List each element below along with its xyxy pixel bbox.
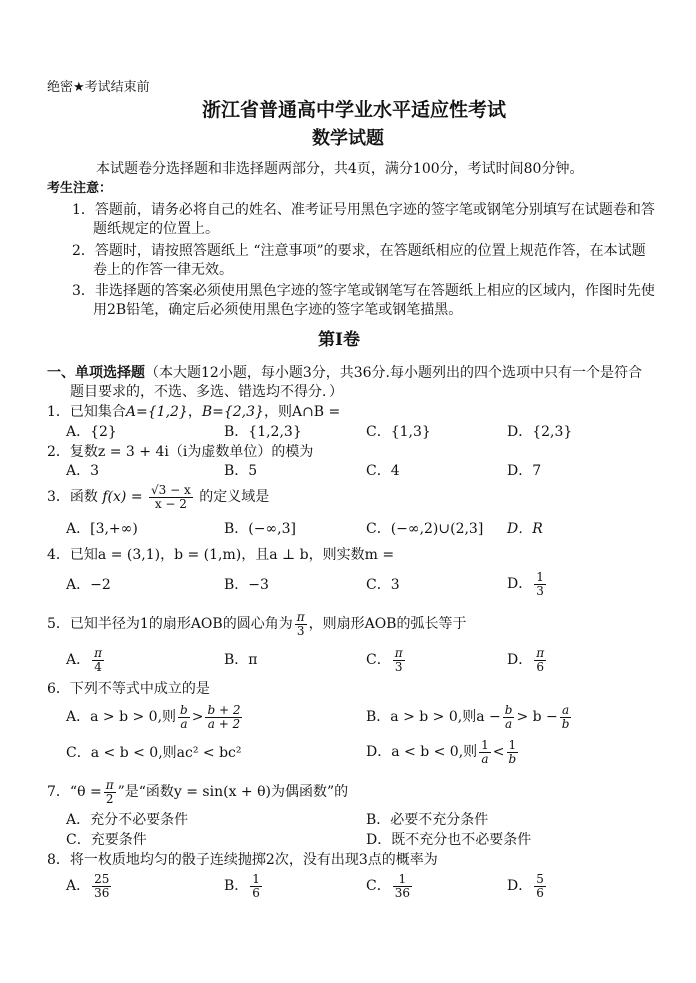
q7-option-d: D．既不充分也不必要条件 bbox=[366, 832, 532, 848]
q5-option-d bbox=[507, 645, 548, 675]
q8-a-num: 25 bbox=[94, 871, 110, 886]
q8-option-d bbox=[507, 871, 548, 901]
q6-a-d1: a bbox=[180, 716, 188, 731]
q8-a-label: A． bbox=[66, 878, 91, 894]
q6-b-pre: B．a > b > 0,则a − bbox=[366, 709, 501, 725]
q3-stem bbox=[47, 482, 269, 512]
q6-a-mid: > bbox=[191, 709, 204, 725]
section-desc: （本大题12小题，每小题3分，共36分.每小题列出的四个选项中只有一个是符合 bbox=[145, 365, 642, 381]
note-2-line-1: 2．答题时，请按照答题纸上 “注意事项”的要求，在答题纸相应的位置上规范作答，在本试题 bbox=[72, 243, 646, 259]
section-line-2: 题目要求的，不选、多选、错选均不得分．） bbox=[70, 384, 343, 400]
q5-a-label: A． bbox=[66, 652, 91, 668]
exam-subtitle: 数学试题 bbox=[312, 128, 384, 149]
q8-b-label: B． bbox=[224, 878, 249, 894]
q5-den: 3 bbox=[296, 623, 305, 638]
q8-b-den: 6 bbox=[252, 885, 260, 900]
q6-option-a bbox=[66, 702, 244, 732]
q2-option-b: B．5 bbox=[224, 463, 258, 479]
q6-b-frac-2 bbox=[560, 704, 572, 731]
q6-b-mid: > b − bbox=[516, 709, 558, 725]
q4-option-b: B．−3 bbox=[224, 577, 269, 593]
q5-d-num: π bbox=[536, 645, 545, 660]
q5-c-fraction bbox=[393, 647, 405, 674]
section-label: 一、单项选择题 bbox=[47, 365, 145, 381]
q5-a-den: 4 bbox=[94, 659, 102, 674]
q5-d-fraction bbox=[534, 647, 546, 674]
q5-a-fraction bbox=[92, 647, 104, 674]
q6-d-d2: b bbox=[508, 751, 517, 766]
exam-title: 浙江省普通高中学业水平适应性考试 bbox=[202, 99, 507, 121]
q6-d-n1: 1 bbox=[481, 737, 489, 752]
q7-post: ”是“函数y = sin(x + θ)为偶函数”的 bbox=[117, 784, 349, 800]
q1-stem bbox=[47, 404, 340, 420]
q6-b-d1: a bbox=[505, 716, 513, 731]
q5-option-a bbox=[66, 645, 106, 675]
q8-d-fraction bbox=[534, 873, 546, 900]
q7-fraction bbox=[104, 779, 116, 806]
q3-stem-text: 3．函数 bbox=[47, 489, 98, 505]
q6-d-mid: < bbox=[492, 744, 505, 760]
q2-option-a: A．3 bbox=[66, 463, 100, 479]
q6-b-frac-1 bbox=[503, 704, 515, 731]
q2-option-c: C．4 bbox=[366, 463, 400, 479]
q8-stem: 8．将一枚质地均匀的骰子连续抛掷2次，没有出现3点的概率为 bbox=[47, 852, 438, 868]
q5-a-num: π bbox=[94, 645, 103, 660]
q8-option-b bbox=[224, 871, 264, 901]
note-2-line-2: 卷上的作答一律无效。 bbox=[93, 262, 233, 278]
q5-option-c bbox=[366, 645, 407, 675]
q6-d-n2: 1 bbox=[507, 739, 519, 753]
q6-d-frac-1 bbox=[479, 739, 491, 766]
q8-c-fraction bbox=[393, 873, 412, 900]
q8-d-num: 5 bbox=[536, 871, 544, 886]
q8-b-num: 1 bbox=[252, 871, 260, 886]
q5-num: π bbox=[296, 609, 305, 624]
q6-option-d bbox=[366, 737, 520, 767]
q8-option-a bbox=[66, 871, 113, 901]
q8-d-label: D． bbox=[507, 878, 533, 894]
q8-a-den: 36 bbox=[94, 885, 110, 900]
q6-b-d2: b bbox=[561, 716, 570, 731]
q3-option-d: D．R bbox=[507, 521, 543, 537]
q3-fraction-num: √3 − x bbox=[151, 482, 191, 497]
note-3-line-2: 用2B铅笔，确定后必须使用黑色字迹的签字笔或钢笔描黑。 bbox=[93, 302, 463, 318]
q5-d-label: D． bbox=[507, 652, 533, 668]
q1-stem-text: 1．已知集合 bbox=[47, 404, 126, 420]
q6-option-b bbox=[366, 702, 573, 732]
q5-stem bbox=[47, 609, 466, 639]
q7-option-b: B．必要不充分条件 bbox=[366, 812, 489, 828]
q7-option-c: C．充要条件 bbox=[66, 832, 147, 848]
section-line-1 bbox=[47, 365, 642, 381]
q1-set-b: B={2,3} bbox=[201, 404, 264, 420]
q6-a-d2: a + 2 bbox=[207, 716, 241, 731]
q8-option-c bbox=[366, 871, 414, 901]
q7-den: 2 bbox=[105, 791, 114, 806]
secret-mark: 绝密★考试结束前 bbox=[47, 80, 150, 95]
q3-stem-tail: 的定义域是 bbox=[199, 489, 270, 505]
q6-a-frac-1 bbox=[178, 704, 190, 731]
q1-option-a: A．{2} bbox=[66, 424, 117, 440]
q5-c-num: π bbox=[394, 645, 403, 660]
intro-text: 本试题卷分选择题和非选择题两部分，共4页，满分100分，考试时间80分钟。 bbox=[96, 161, 584, 177]
q8-a-fraction bbox=[92, 873, 111, 900]
q7-option-a: A．充分不必要条件 bbox=[66, 812, 189, 828]
q3-option-b: B．(−∞,3] bbox=[224, 521, 296, 537]
q2-option-d: D．7 bbox=[507, 463, 542, 479]
q6-d-pre: D．a < b < 0,则 bbox=[366, 744, 478, 760]
q6-d-frac-2 bbox=[507, 739, 519, 766]
q4-option-c: C．3 bbox=[366, 577, 400, 593]
q5-stem-text: 5．已知半径为1的扇形AOB的圆心角为 bbox=[47, 616, 293, 632]
q1-tail: ，则A∩B = bbox=[263, 404, 341, 420]
q1-option-c: C．{1,3} bbox=[366, 424, 431, 440]
q7-pre: 7．“θ = bbox=[47, 784, 102, 800]
volume-heading: 第Ⅰ卷 bbox=[318, 330, 360, 350]
q5-c-den: 3 bbox=[394, 659, 403, 674]
q8-d-den: 6 bbox=[536, 885, 544, 900]
q7-num: π bbox=[105, 777, 114, 792]
q6-a-n1: b bbox=[180, 702, 188, 717]
q4-option-d-fraction bbox=[534, 571, 546, 598]
q3-fraction-den: x − 2 bbox=[154, 496, 187, 511]
q1-option-b: B．{1,2,3} bbox=[224, 424, 302, 440]
q8-b-fraction bbox=[250, 873, 262, 900]
q8-c-num: 1 bbox=[393, 873, 412, 887]
q1-sep: ， bbox=[187, 404, 202, 420]
note-3-line-1: 3．非选择题的答案必须使用黑色字迹的签字笔或钢笔写在答题纸上相应的区域内，作图时先使 bbox=[72, 283, 655, 299]
q5-c-label: C． bbox=[366, 652, 391, 668]
q5-option-b: B．π bbox=[224, 652, 258, 668]
q8-c-den: 36 bbox=[394, 885, 410, 900]
q6-a-pre: A．a > b > 0,则 bbox=[66, 709, 177, 725]
note-1-line-1: 1．答题前，请务必将自己的姓名、准考证号用黑色字迹的签字笔或钢笔分别填写在试题卷和答 bbox=[72, 202, 655, 218]
q3-function: f(x) = bbox=[102, 489, 143, 505]
q2-stem: 2．复数z = 3 + 4i（i为虚数单位）的模为 bbox=[47, 444, 314, 460]
note-1-line-2: 题纸规定的位置上。 bbox=[93, 221, 219, 237]
q4-d-den: 3 bbox=[536, 583, 544, 598]
q3-option-a: A．[3,+∞) bbox=[66, 521, 138, 537]
q1-option-d: D．{2,3} bbox=[507, 424, 573, 440]
q6-d-d1: a bbox=[481, 751, 489, 766]
q3-option-c: C．(−∞,2)∪(2,3] bbox=[366, 521, 484, 537]
q4-stem: 4．已知a = (3,1)，b = (1,m)，且a ⊥ b，则实数m = bbox=[47, 547, 395, 563]
q5-stem-tail: ，则扇形AOB的弧长等于 bbox=[308, 616, 467, 632]
q8-c-label: C． bbox=[366, 878, 391, 894]
q6-b-n2: a bbox=[560, 704, 572, 718]
q3-fraction bbox=[149, 484, 193, 511]
q6-a-frac-2 bbox=[205, 704, 242, 731]
q6-stem: 6．下列不等式中成立的是 bbox=[47, 681, 210, 697]
q4-d-num: 1 bbox=[536, 569, 544, 584]
q4-option-a: A．−2 bbox=[66, 577, 111, 593]
q7-stem bbox=[47, 777, 348, 807]
q4-option-d bbox=[507, 569, 548, 599]
q6-b-n1: b bbox=[504, 702, 513, 717]
q4-option-d-label: D． bbox=[507, 576, 533, 592]
q5-fraction bbox=[295, 611, 307, 638]
q6-option-c: C．a < b < 0,则ac² < bc² bbox=[66, 745, 242, 761]
notes-heading: 考生注意： bbox=[47, 181, 113, 196]
q5-d-den: 6 bbox=[536, 659, 544, 674]
q6-a-n2: b + 2 bbox=[207, 702, 241, 717]
q1-set-a: A={1,2} bbox=[125, 404, 188, 420]
